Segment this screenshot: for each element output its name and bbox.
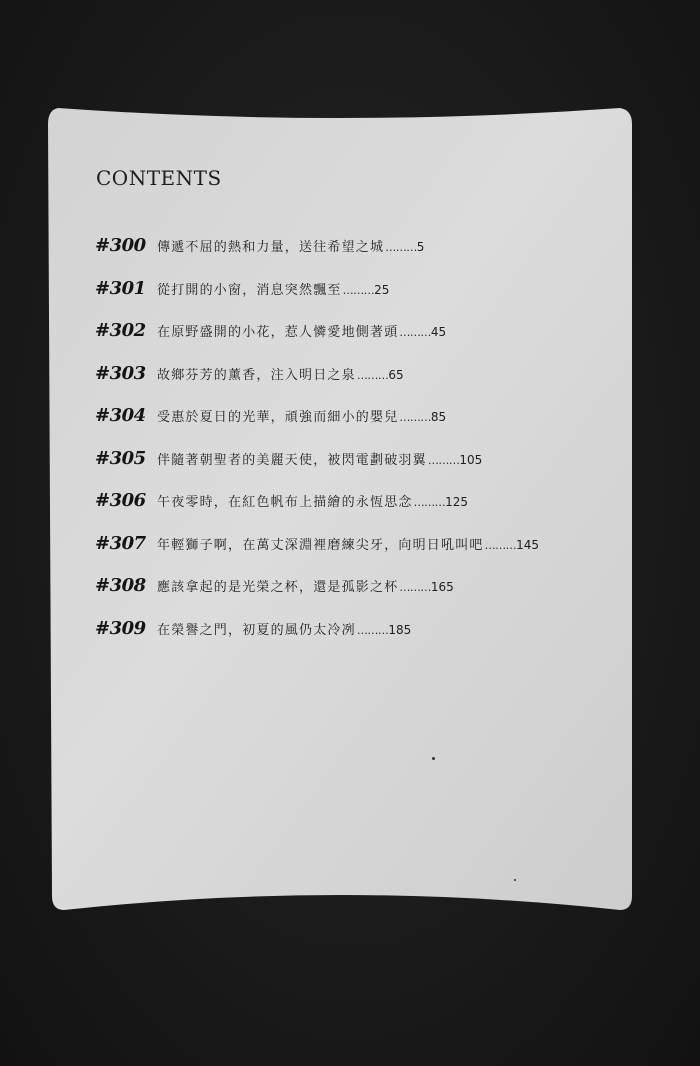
chapter-title: 年輕獅子啊，在萬丈深淵裡磨練尖牙，向明日吼叫吧 bbox=[157, 537, 484, 553]
contents-heading: CONTENTS bbox=[96, 166, 222, 190]
leader-dots: ……… bbox=[413, 496, 446, 509]
page-number: 65 bbox=[388, 367, 404, 382]
page-number: 125 bbox=[445, 495, 469, 509]
leader-dots: ……… bbox=[399, 581, 431, 594]
toc-entry[interactable] bbox=[95, 618, 625, 661]
chapter-number: #303 bbox=[95, 362, 146, 384]
toc-entry[interactable] bbox=[95, 235, 625, 278]
chapter-title: 傳遞不屈的熱和力量，送往希望之城 bbox=[157, 240, 385, 255]
contents-panel bbox=[48, 105, 633, 915]
chapter-title: 從打開的小窗，消息突然飄至 bbox=[157, 282, 342, 298]
toc-entry[interactable] bbox=[95, 278, 625, 321]
chapter-number: #300 bbox=[95, 235, 146, 256]
leader-dots: ……… bbox=[342, 283, 375, 297]
leader-dots: ……… bbox=[385, 241, 417, 254]
chapter-number: #308 bbox=[95, 575, 146, 596]
page-number: 145 bbox=[516, 537, 540, 552]
toc-list bbox=[95, 235, 625, 660]
chapter-number: #307 bbox=[95, 532, 146, 554]
leader-dots: ……… bbox=[399, 326, 431, 339]
chapter-title: 應該拿起的是光榮之杯，還是孤影之杯 bbox=[157, 580, 399, 595]
chapter-title: 午夜零時，在紅色帆布上描繪的永恆思念 bbox=[157, 495, 413, 510]
toc-entry[interactable] bbox=[95, 363, 625, 406]
toc-entry[interactable] bbox=[95, 533, 625, 576]
paper-speck bbox=[514, 879, 516, 881]
page-number: 105 bbox=[459, 452, 483, 467]
paper-speck bbox=[432, 757, 435, 760]
chapter-number: #309 bbox=[95, 617, 146, 639]
chapter-title: 在原野盛開的小花，惹人憐愛地側著頭 bbox=[157, 325, 399, 340]
chapter-number: #305 bbox=[95, 447, 146, 469]
toc-entry[interactable] bbox=[95, 320, 625, 363]
chapter-number: #301 bbox=[95, 277, 146, 299]
page-number: 185 bbox=[388, 622, 412, 637]
toc-entry[interactable] bbox=[95, 448, 625, 491]
page-number: 45 bbox=[430, 325, 447, 339]
chapter-title: 故鄉芬芳的薰香，注入明日之泉 bbox=[157, 367, 356, 383]
leader-dots: ……… bbox=[399, 411, 431, 424]
chapter-title: 在榮譽之門，初夏的風仍太冷冽 bbox=[157, 622, 356, 638]
toc-entry[interactable] bbox=[95, 405, 625, 448]
chapter-title: 受惠於夏日的光華，頑強而細小的嬰兒 bbox=[157, 410, 399, 425]
page-number: 5 bbox=[416, 240, 425, 254]
leader-dots: ……… bbox=[427, 453, 460, 467]
page-number: 85 bbox=[430, 410, 447, 424]
page-number: 165 bbox=[430, 580, 454, 594]
leader-dots: ……… bbox=[356, 368, 389, 382]
chapter-number: #302 bbox=[95, 320, 146, 341]
toc-entry[interactable] bbox=[95, 575, 625, 618]
toc-entry[interactable] bbox=[95, 490, 625, 533]
leader-dots: ……… bbox=[356, 623, 389, 637]
chapter-number: #306 bbox=[95, 490, 146, 511]
page-number: 25 bbox=[374, 282, 390, 297]
leader-dots: ……… bbox=[484, 538, 517, 552]
chapter-title: 伴隨著朝聖者的美麗天使，被閃電劃破羽翼 bbox=[157, 452, 427, 468]
chapter-number: #304 bbox=[95, 405, 146, 426]
